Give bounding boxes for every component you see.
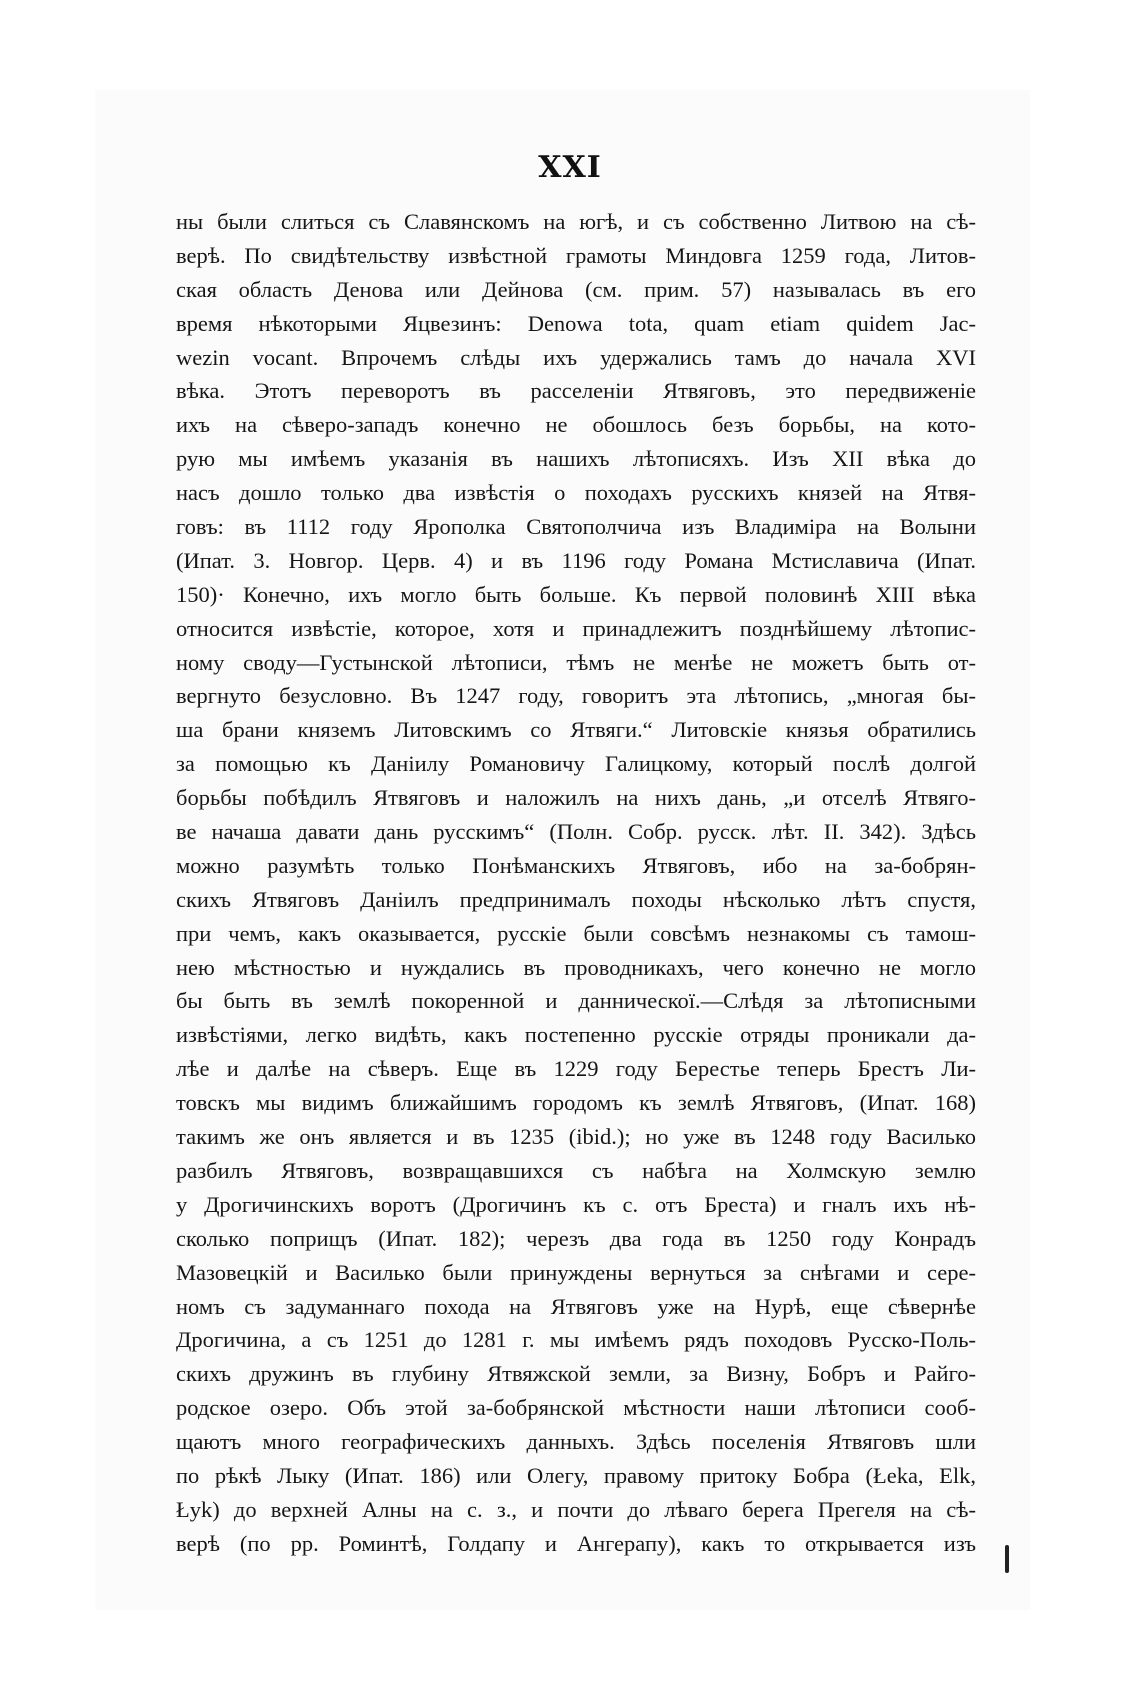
text-line: (Ипат. 3. Новгор. Церв. 4) и въ 1196 году Романа Мстиславича (Ипат.: [176, 547, 976, 573]
text-line: время нѣкоторыми Яцвезинъ: Denowa tota, quam etiam quidem Jac-: [176, 310, 976, 336]
text-line: wezin vocant. Впрочемъ слѣды ихъ удержались тамъ до начала XVI: [176, 344, 976, 370]
text-line: верѣ. По свидѣтельству извѣстной грамоты Миндовга 1259 года, Литов-: [176, 242, 976, 268]
text-line: ихъ на сѣверо-западъ конечно не обошлось безъ борьбы, на кото-: [176, 412, 976, 438]
text-line: говъ: въ 1112 году Ярополка Святополчича изъ Владиміра на Волыни: [176, 514, 976, 540]
text-line: ному своду—Густынской лѣтописи, тѣмъ не менѣе не можетъ быть от-: [176, 649, 976, 675]
text-line: верѣ (по рр. Роминтѣ, Голдапу и Ангерапу), какъ то открывается изъ: [176, 1530, 976, 1556]
text-line: 150)· Конечно, ихъ могло быть больше. Къ первой половинѣ XIII вѣка: [176, 581, 976, 607]
text-line: при чемъ, какъ оказывается, русскіе были совсѣмъ незнакомы съ тамош-: [176, 920, 976, 946]
text-line: номъ съ задуманнаго похода на Ятвяговъ уже на Нурѣ, еще сѣвернѣе: [176, 1293, 976, 1319]
text-line: относится извѣстіе, которое, хотя и принадлежитъ позднѣйшему лѣтопис-: [176, 615, 976, 641]
text-line: по рѣкѣ Лыку (Ипат. 186) или Олегу, правому притоку Бобра (Łeka, Elk,: [176, 1462, 976, 1488]
text-line: ская область Денова или Дейнова (см. прим. 57) называлась въ его: [176, 276, 976, 302]
page-number: XXI: [538, 150, 602, 185]
text-line: насъ дошло только два извѣстія о походахъ русскихъ князей на Ятвя-: [176, 480, 976, 506]
text-line: родское озеро. Объ этой за-бобрянской мѣстности наши лѣтописи сооб-: [176, 1395, 976, 1421]
text-line: товскъ мы видимъ ближайшимъ городомъ къ землѣ Ятвяговъ, (Ипат. 168): [176, 1090, 976, 1116]
text-line: сколько поприщъ (Ипат. 182); черезъ два года въ 1250 году Конрадъ: [176, 1225, 976, 1251]
ink-smudge-mark: [1005, 1545, 1009, 1573]
text-line: бы быть въ землѣ покоренной и данническої.—Слѣдя за лѣтописными: [176, 988, 976, 1014]
text-line: разбилъ Ятвяговъ, возвращавшихся съ набѣга на Холмскую землю: [176, 1157, 976, 1183]
text-line: за помощью къ Даніилу Романовичу Галицкому, который послѣ долгой: [176, 751, 976, 777]
text-line: вергнуто безусловно. Въ 1247 году, говоритъ эта лѣтопись, „многая бы-: [176, 683, 976, 709]
text-line: скихъ дружинъ въ глубину Ятвяжской земли, за Визну, Бобръ и Райго-: [176, 1361, 976, 1387]
text-line: скихъ Ятвяговъ Даніилъ предпринималъ походы нѣсколько лѣтъ спустя,: [176, 886, 976, 912]
text-line: вѣка. Этотъ переворотъ въ расселеніи Ятвяговъ, это передвиженіе: [176, 378, 976, 404]
text-line: ве начаша давати дань русскимъ“ (Полн. Собр. русск. лѣт. II. 342). Здѣсь: [176, 819, 976, 845]
text-line: ны были слиться съ Славянскомъ на югѣ, и съ собственно Литвою на сѣ-: [176, 209, 976, 234]
text-line: Дрогичина, а съ 1251 до 1281 г. мы имѣемъ рядъ походовъ Русско-Поль-: [176, 1327, 976, 1353]
text-line: Мазовецкій и Василько были принуждены вернуться за снѣгами и сере-: [176, 1259, 976, 1285]
text-line: лѣе и далѣе на сѣверъ. Еще въ 1229 году Берестье теперь Брестъ Ли-: [176, 1056, 976, 1082]
text-line: у Дрогичинскихъ воротъ (Дрогичинъ къ с. отъ Бреста) и гналъ ихъ нѣ-: [176, 1191, 976, 1217]
text-line: борьбы побѣдилъ Ятвяговъ и наложилъ на нихъ дань, „и отселѣ Ятвяго-: [176, 785, 976, 811]
text-line: щаютъ много географическихъ данныхъ. Здѣсь поселенія Ятвяговъ шли: [176, 1429, 976, 1455]
text-line: можно разумѣть только Понѣманскихъ Ятвяговъ, ибо на за-бобрян-: [176, 852, 976, 878]
text-line: извѣстіями, легко видѣть, какъ постепенно русскіе отряды проникали да-: [176, 1022, 976, 1048]
text-line: Łyk) до верхней Алны на с. з., и почти до лѣваго берега Прегеля на сѣ-: [176, 1496, 976, 1522]
body-text: [176, 205, 976, 1561]
text-line: такимъ же онъ является и въ 1235 (ibid.); но уже въ 1248 году Василько: [176, 1124, 976, 1150]
text-line: нею мѣстностью и нуждались въ проводникахъ, чего конечно не могло: [176, 954, 976, 980]
text-line: ша брани княземъ Литовскимъ со Ятвяги.“ Литовскіе князья обратились: [176, 717, 976, 743]
text-line: рую мы имѣемъ указанія въ нашихъ лѣтописяхъ. Изъ XII вѣка до: [176, 446, 976, 472]
